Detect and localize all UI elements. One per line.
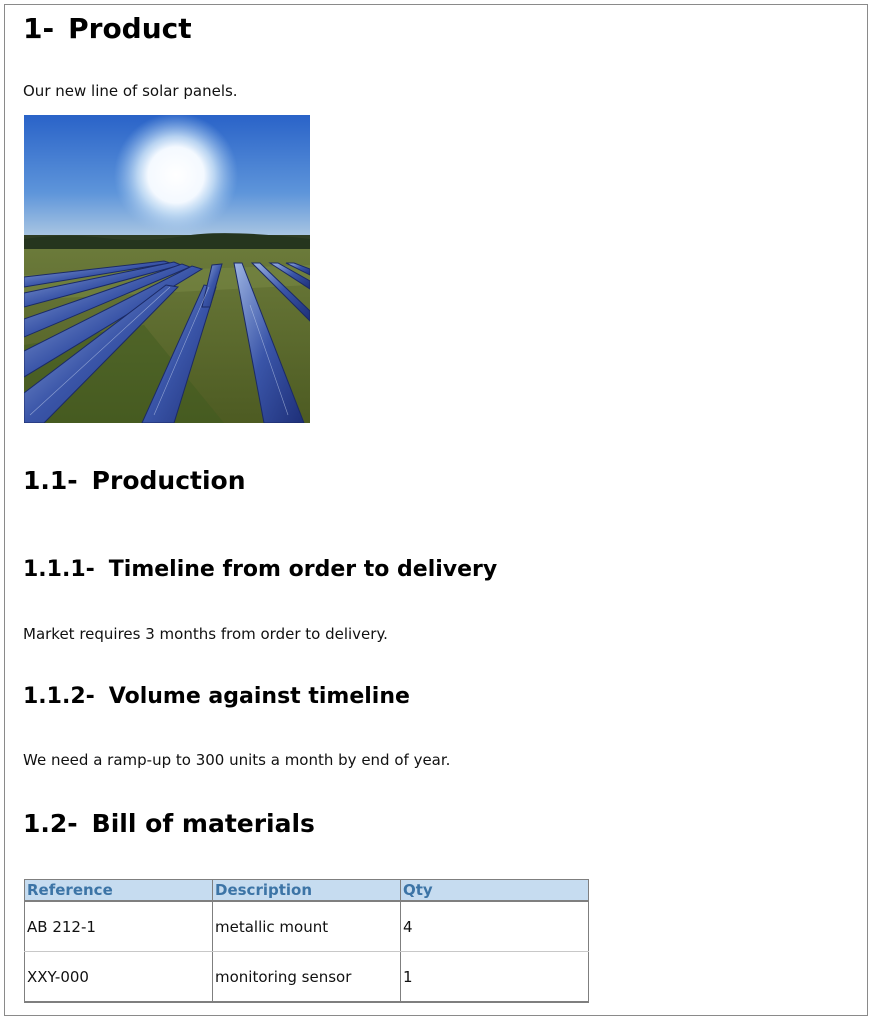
volume-text: We need a ramp-up to 300 units a month by end of year. — [23, 751, 451, 769]
cell-description: monitoring sensor — [213, 952, 401, 1003]
heading-number: 1.1- — [23, 466, 78, 495]
document-page — [4, 4, 868, 1016]
heading-timeline — [23, 555, 497, 585]
heading-number: 1- — [23, 12, 55, 45]
table-row — [25, 952, 589, 1003]
heading-text: Volume against timeline — [108, 684, 410, 709]
table-header-row — [25, 880, 589, 902]
table-row — [25, 901, 589, 952]
heading-text: Production — [91, 466, 246, 495]
heading-number: 1.1.1- — [23, 557, 95, 582]
column-header-reference: Reference — [25, 880, 213, 902]
solar-panels-image — [24, 115, 310, 423]
cell-description: metallic mount — [213, 901, 401, 952]
product-description: Our new line of solar panels. — [23, 82, 238, 100]
cell-reference: AB 212-1 — [25, 901, 213, 952]
cell-reference: XXY-000 — [25, 952, 213, 1003]
heading-number: 1.1.2- — [23, 684, 95, 709]
heading-text: Timeline from order to delivery — [108, 557, 498, 582]
heading-text: Bill of materials — [91, 809, 315, 838]
cell-qty: 4 — [401, 901, 589, 952]
timeline-text: Market requires 3 months from order to delivery. — [23, 625, 388, 643]
heading-product — [23, 9, 192, 49]
cell-qty: 1 — [401, 952, 589, 1003]
heading-text: Product — [68, 12, 192, 45]
column-header-qty: Qty — [401, 880, 589, 902]
heading-volume — [23, 682, 410, 712]
bill-of-materials-table — [24, 879, 589, 1003]
heading-bill-of-materials — [23, 806, 315, 842]
heading-number: 1.2- — [23, 809, 78, 838]
column-header-description: Description — [213, 880, 401, 902]
heading-production — [23, 463, 246, 499]
